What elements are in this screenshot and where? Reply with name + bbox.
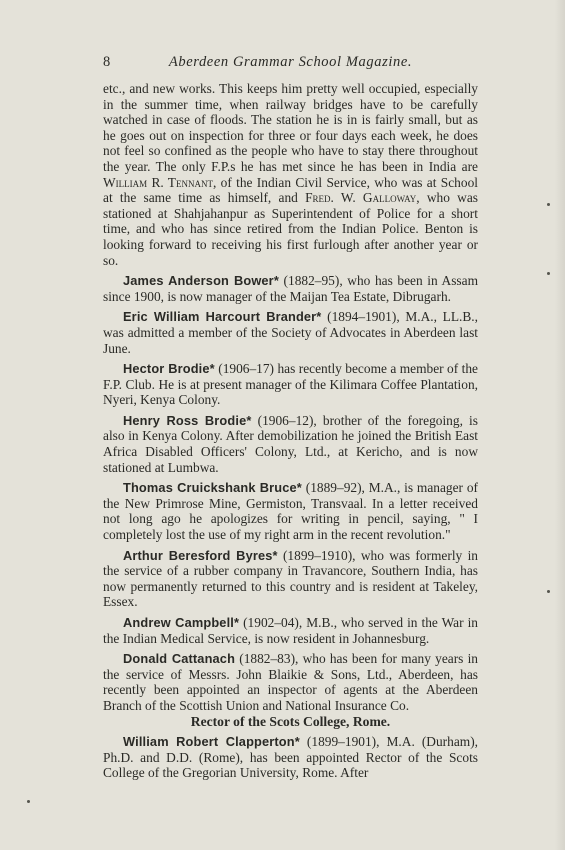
entry-paragraph <box>103 651 478 713</box>
paper-speck <box>547 272 550 275</box>
paper-speck <box>547 590 550 593</box>
entry-name: Andrew Campbell* <box>123 615 240 630</box>
page-header <box>103 54 478 74</box>
entry-text: (1882–83), who has been for many years in the service of Messrs. John Blaikie & Sons, Ltd., Aberdeen, has recently been appointed an inspector of agents at the Aberdeen Branch of the Scottish Union and National Insurance Co. <box>103 651 479 713</box>
entry-paragraph <box>103 413 478 475</box>
intro-text-2: , of the Indian Civil Service, who was at School at the same time as himself, and <box>103 174 478 206</box>
entry-name: William Robert Clapperton* <box>123 734 300 750</box>
entry-name: Hector Brodie* <box>123 361 215 377</box>
article-body <box>103 81 478 781</box>
entry-name: Arthur Beresford Byres* <box>123 547 278 563</box>
entry-paragraph <box>103 734 478 781</box>
person-name-galloway: Fred. W. Galloway <box>305 190 417 206</box>
page-edge-shadow <box>555 0 565 850</box>
entry-text: (1902–04), M.B., who served in the War in the Indian Medical Service, is now resident in Johannesburg. <box>103 615 478 646</box>
entry-text: (1882–95), who has been in Assam since 1900, is now manager of the Maijan Tea Estate, Dibrugarh. <box>103 273 478 304</box>
entry-paragraph <box>103 309 478 356</box>
running-title: Aberdeen Grammar School Magazine. <box>168 54 413 70</box>
entry-text: (1899–1910), who was formerly in the service of a rubber company in Travancore, Southern India, has now permanently returned to this country and is resident at Takeley, Essex. <box>103 547 478 610</box>
page-number: 8 <box>103 54 111 70</box>
intro-text-1: etc., and new works. This keeps him pretty well occupied, especially in the summer time, when railway bridges have to be carefully watched in case of floods. The station he is in is fairly small, but as he goes out on inspection for three or four days each week, he does not feel so confined as the people who have to stay there throughout the year. The only F.P.s he has met since he has been in India are <box>103 81 478 174</box>
entry-name: Thomas Cruickshank Bruce* <box>123 480 302 496</box>
entry-paragraph <box>103 361 478 408</box>
intro-text-3: , who was stationed at Shahjahanpur as Superintendent of Police for a short time, and who has since retired from the Indian Police. Benton is looking forward to receiving his first furlough after another year or so. <box>103 190 479 268</box>
entry-text: (1889–92), M.A., is manager of the New Primrose Mine, Germiston, Transvaal. In a letter received not long ago he apologizes for writing in pencil, saying, " I completely lost the use of my right arm in the recent revolution." <box>103 480 478 543</box>
entry-text: (1906–17) has recently become a member of the F.P. Club. He is at present manager of the Kilimara Coffee Plantation, Nyeri, Kenya Colony. <box>103 361 478 408</box>
entry-paragraph <box>103 615 478 646</box>
entry-paragraph <box>103 480 478 542</box>
paper-speck <box>27 800 30 803</box>
entry-text: (1894–1901), M.A., LL.B., was admitted a member of the Society of Advocates in Aberdeen last June. <box>103 309 478 356</box>
entry-text: (1906–12), brother of the foregoing, is also in Kenya Colony. After demobilization he joined the British East Africa Disabled Officers' Colony, Ltd., at Kericho, and is now stationed at Lumbwa. <box>103 412 478 475</box>
entry-text: (1899–1901), M.A. (Durham), Ph.D. and D.D. (Rome), has been appointed Rector of the Scots College of the Gregorian University, Rome. After <box>103 734 478 781</box>
person-name-tennant: William R. Tennant <box>103 174 213 190</box>
entry-name: Henry Ross Brodie* <box>123 412 252 428</box>
entry-name: James Anderson Bower* <box>123 273 279 289</box>
entry-paragraph <box>103 548 478 610</box>
paper-speck <box>547 203 550 206</box>
entry-name: Donald Cattanach <box>123 651 236 667</box>
entry-paragraph <box>103 273 478 304</box>
entry-name: Eric William Harcourt Brander* <box>123 309 322 325</box>
section-heading: Rector of the Scots College, Rome. <box>190 713 391 729</box>
intro-paragraph <box>103 81 478 268</box>
